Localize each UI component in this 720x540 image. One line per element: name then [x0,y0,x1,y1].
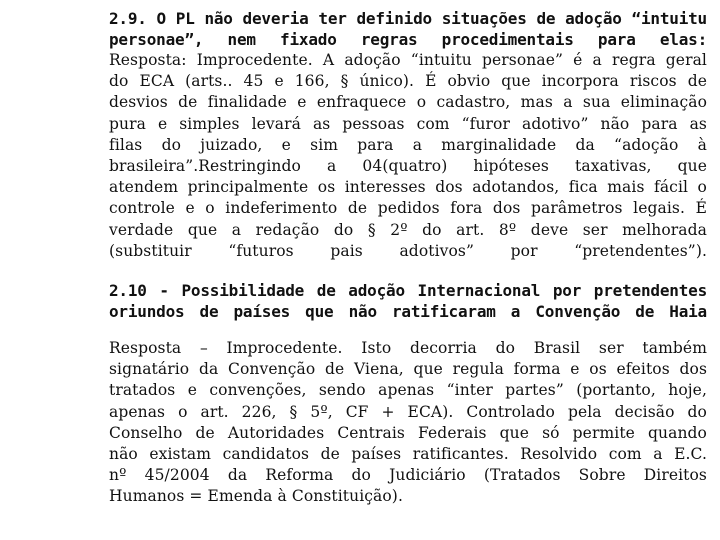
section-spacer [109,262,707,280]
section-2-10-answer-line: tratados e convenções, sendo apenas “inter partes” (portanto, hoje, [109,381,707,400]
section-2-9-heading [109,8,707,50]
section-2-9-answer-line: filas do juizado, e sim para a marginalidade da “adoção à [109,135,707,154]
section-2-9-answer-line: brasileira”.Restringindo a 04(quatro) hipóteses taxativas, que [109,157,707,176]
section-spacer [109,322,707,338]
section-2-9-heading-line: personae”, nem fixado regras procedimentais para elas: [109,30,707,49]
section-2-9-answer [109,50,707,262]
section-2-10-answer-line: apenas o art. 226, § 5º, CF + ECA). Controlado pela decisão do [109,402,707,421]
section-2-9-answer-line: verdade que a redação do § 2º do art. 8º deve ser melhorada [109,220,707,239]
section-2-9-answer-line: controle e o indeferimento de pedidos fora dos parâmetros legais. É [109,199,707,218]
section-2-10-answer-line: Resposta – Improcedente. Isto decorria do Brasil ser também [109,339,707,358]
section-2-9-answer-line: do ECA (arts.. 45 e 166, § único). É obvio que incorpora riscos de [109,72,707,91]
section-2-10-answer-line: signatário da Convenção de Viena, que regula forma e os efeitos dos [109,360,707,379]
section-2-10-answer-line: Humanos = Emenda à Constituição). [109,487,403,506]
section-2-10-answer [109,338,707,508]
section-2-9-answer-line: pura e simples levará as pessoas com “furor adotivo” não para as [109,114,707,133]
section-2-9-answer-line: atendem principalmente os interesses dos adotandos, fica mais fácil o [109,178,707,197]
section-2-9-answer-line: desvios de finalidade e enfraquece o cadastro, mas a sua eliminação [109,93,707,112]
document-page [109,8,707,508]
section-2-9-heading-line: 2.9. O PL não deveria ter definido situações de adoção “intuitu [109,9,707,28]
section-2-10-answer-line: nº 45/2004 da Reforma do Judiciário (Tratados Sobre Direitos [109,466,707,485]
section-2-9-answer-line: Resposta: Improcedente. A adoção “intuitu personae” é a regra geral [109,51,707,69]
section-2-10-answer-line: Conselho de Autoridades Centrais Federais que só permite quando [109,423,707,442]
section-2-10-answer-line: não existam candidatos de países ratificantes. Resolvido com a E.C. [109,445,707,464]
section-2-10-heading-line: 2.10 - Possibilidade de adoção Internacional por pretendentes [109,281,707,301]
section-2-9-answer-line: (substituir “futuros pais adotivos” por “pretendentes”). [109,241,707,260]
section-2-10-heading-line: oriundos de países que não ratificaram a Convenção de Haia [109,302,707,322]
section-2-10-heading [109,280,707,322]
